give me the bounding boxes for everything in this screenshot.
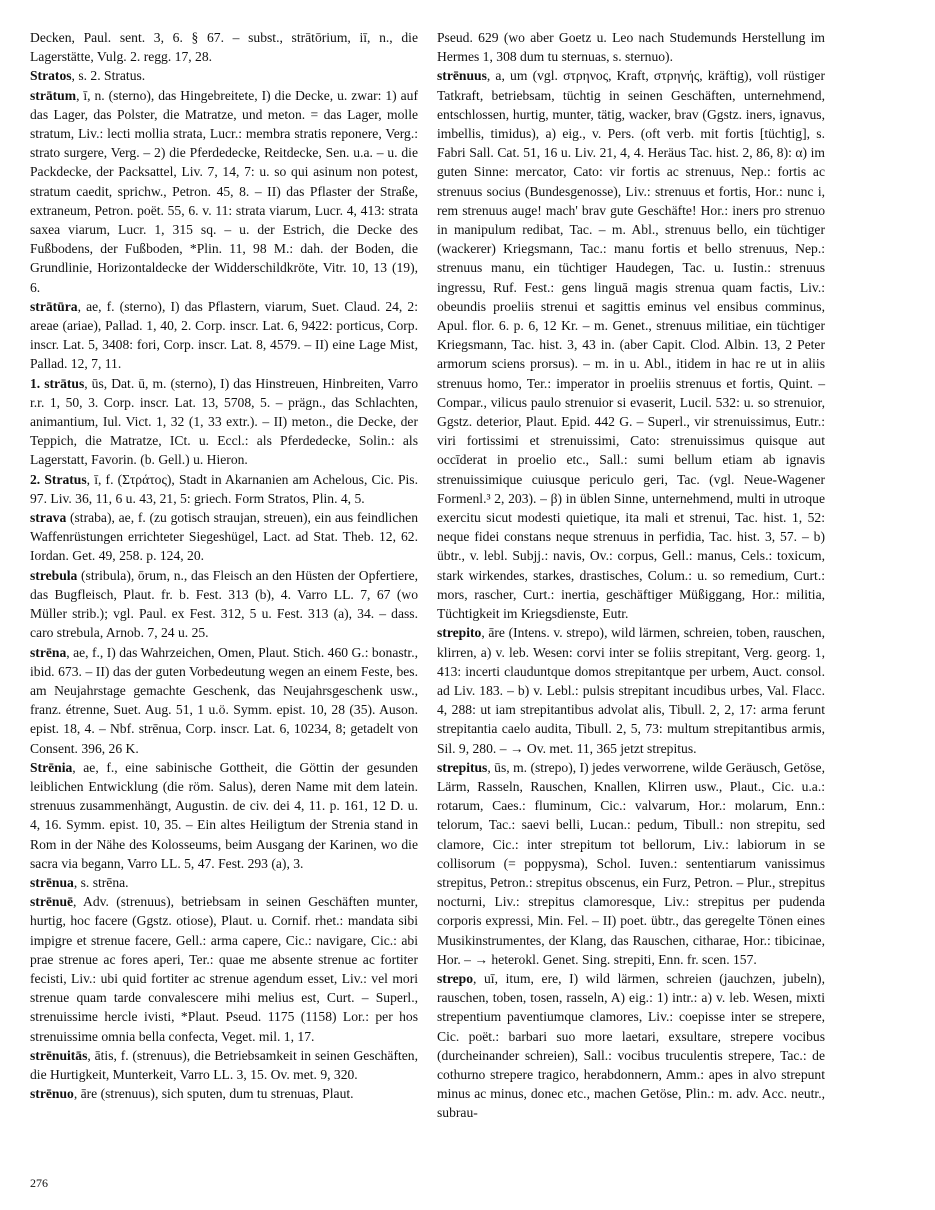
dictionary-entry: strepo, uī, itum, ere, I) wild lärmen, schreien (jauchzen, jubeln), rauschen, toben, tosen, rasseln, A) eig.: 1) intr.: a) v. leb. Wesen, mixti strepentium paventiumque clamores, Liv.: coepisse inter se strepere, Cic. poët.: barbari suo more laetari, exsultare, strepere vocibus (durcheinander schreien), Sall.: vocibus truculentis strepere, Tac.: de cothurno strepere tragico, herabdonnern, Amm.: apes in alvo strepunt minus ac minus, donec etc., machen Getöse, Plin.: m. adv. Acc. neutr., subrau- xyxy=(437,970,825,1121)
dictionary-entry: strebula (stribula), ōrum, n., das Fleisch an den Hüsten der Opfertiere, das Bugfleisch, Plaut. fr. b. Fest. 313 (b), 4. Varro LL. 7, 67 (wo Müller strib.); vgl. Paul. ex Fest. 312, 5 u. Fest. 313 (a), 34. – dass. caro strebula, Arnob. 7, 24 u. 25. xyxy=(30,567,418,641)
dictionary-entry: strēna, ae, f., I) das Wahrzeichen, Omen, Plaut. Stich. 460 G.: bonastr., ibid. 673. – II) das der guten Vorbedeutung wegen an einem Feste, bes. am Neujahrstage gemachte Geschenk, das Neujahrsgeschenk usw., franz. étrenne, Suet. Aug. 51, 1 u.ö. Symm. epist. 10, 28 (35). Auson. epist. 18, 4. – Nbf. strēnua, Corp. inscr. Lat. 6, 10234, 8; getadelt von Consent. 396, 26 K. xyxy=(30,644,418,756)
dictionary-entry: Decken, Paul. sent. 3, 6. § 67. – subst., strātōrium, iī, n., die Lagerstätte, Vulg. 2. regg. 17, 28. xyxy=(30,30,418,65)
dictionary-entry: strātum, ī, n. (sterno), das Hingebreitete, I) die Decke, u. zwar: 1) auf das Lager, das Polster, die Matratze, und meton. = das Lager, molle stratum, Liv.: lecti mollia strata, Lucr.: membra stratis reponere, Verg.: strato surgere, Verg. – 2) die Pferdedecke, Reitdecke, Sen. u.a. – u. die Packdecke, der Packsattel, Liv. 7, 14, 7: u. so qui asinum non potest, stratum caedit, sprichw., Petron. 45, 8. – II) das Pflaster der Straße, extraneum, Petron. poët. 55, 6. v. 11: strata viarum, Lucr. 4, 413: strata saxea viarum, Lucr. 1, 315 sq. – u. der Estrich, die Decke des Fußbodens, der Fußboden, *Plin. 11, 98 M.: dah. der Boden, die Grundlinie, Horizontaldecke der Widderschildkröte, Vitr. 10, 13 (19), 6. xyxy=(30,87,418,295)
dictionary-entry: strava (straba), ae, f. (zu gotisch straujan, streuen), ein aus feindlichen Waffenrüstungen errichteter Siegeshügel, Lact. ad Stat. Theb. 12, 62. Iordan. Get. 49, 258. p. 124, 20. xyxy=(30,510,418,564)
dictionary-entry: strātūra, ae, f. (sterno), I) das Pflastern, viarum, Suet. Claud. 24, 2: areae (ariae), Pallad. 1, 40, 2. Corp. inscr. Lat. 6, 9422: porticus, Corp. inscr. Lat. 5, 3408: fori, Corp. inscr. Lat. 8, 4579. – II) eine Lage Mist, Pallad. 12, 7, 11. xyxy=(30,298,418,372)
dictionary-entry: strēnua, s. strēna. xyxy=(30,874,129,890)
dictionary-entry: Pseud. 629 (wo aber Goetz u. Leo nach Studemunds Herstellung im Hermes 1, 308 dum tu sternuas, s. sternuo). xyxy=(437,30,825,65)
left-column xyxy=(30,28,418,1103)
dictionary-entry: strēnuus, a, um (vgl. στρηνος, Kraft, στρηνής, kräftig), voll rüstiger Tatkraft, betriebsam, tüchtig in seinen Geschäften, unternehmend, entschlossen, hurtig, munter, tätig, wacker, brav (Ggstz. iners, ignavus, imbellis, timidus), a) eig., v. Pers. (oft verb. mit fortis [tüchtig], s. Fabri Sall. Cat. 51, 16 u. Liv. 21, 4, 4. Heräus Tac. hist. 2, 86, 8): α) im guten Sinne: mercator, Cato: vir fortis ac strenuus, Nep.: fortis ac strenuus socius (Bundesgenosse), Liv.: strenuus et fortis, Hor.: nunc i, rem strenuus auge! mach' brav gute Geschäfte! Hor.: iners pro strenuo in manipulum redibat, Tac. – m. Abl., strenuus bello, ein tüchtiger (wackerer) Kriegsmann, Tac.: manu fortis et bello strenuus, Nep.: strenuus manu, ein tüchtiger Haudegen, Tac. u. Iustin.: strenuus ingressu, Ruf. Fest.: gens linguā magis strenua quam factis, Liv.: obeundis proeliis strenui et sagittis eminus vel ensibus comminus, Apul. flor. 6. p. 6, 12 Kr. – m. Genet., strenuus militiae, ein tüchtiger Kriegsmann, Tac. hist. 3, 43 in. (aber Capit. Clod. Albin. 13, 2 Peter armorum sciens prorsus). – m. in u. Abl., itidem in hac re ut in aliis strenuus homo, Ter.: imperator in proeliis strenuus et fortis, Quint. – Compar., vilicus paulo strenuior si evaserit, Lucil. 532: u. so strenuior, Ggstz. deterior, Plaut. Epid. 442 G. – Superl., vir strenuissimus, Eutr.: viri fortissimi et strenuissimi, Cato: strenuissimus quisque aut occīderat in proelio etc., Sall.: sumi bellum etiam ab ignavis strenuissimique cuiusque periculo geri, Tac. (vgl. Neue-Wagener Formenl.³ 2, 203). – β) in üblen Sinne, unternehmend, multi in utroque exercitu sicut modesti quietique, ita mali et strenui, Tac. hist. 1, 52: neque fidei constans neque strenuus in perfidia, Tac. hist. 3, 57. – b) übtr., v. lebl. Subjj.: navis, Ov.: corpus, Gell.: manus, Cels.: toxicum, stark wirkendes, starkes, drastisches, Colum.: u. so remedium, Curt.: mors, rascher, Curt.: inertia, geschäftiger Müßiggang, Hor.: militia, Tüchtigkeit im Kriegsdienste, Eutr. xyxy=(437,68,825,622)
dictionary-entry: strēnuē, Adv. (strenuus), betriebsam in seinen Geschäften munter, hurtig, hoc facere (Ggstz. otiose), Plaut. u. Cornif. rhet.: mandata sibi impigre et strenue facere, Gell.: arma capere, Cic.: navigare, Cic.: abi prae strenue ac fores aperi, Ter.: quae me absente strenue ac fortiter fecisti, Liv.: ubi quid fortiter ac strenue agendum esset, Liv.: vel mori strenue quam tarde convalescere mihi melius est, Curt. – Superl., strenuissime hercle ivisti, *Plaut. Pseud. 1175 (1158) Lor.: per hos strenuissime omnia bella confecta, Veget. mil. 1, 17. xyxy=(30,894,418,1044)
dictionary-entry: strēnuitās, ātis, f. (strenuus), die Betriebsamkeit in seinen Geschäften, die Hurtigkeit, Munterkeit, Varro LL. 3, 15. Ov. met. 9, 320. xyxy=(30,1047,418,1082)
dictionary-entry: strepitus, ūs, m. (strepo), I) jedes verworrene, wilde Geräusch, Getöse, Lärm, Rasseln, Rauschen, Knallen, Klirren usw., Plaut., Cic. u.a.: rotarum, Caes.: fluminum, Cic.: valvarum, Hor.: molarum, Enn.: telorum, Tac.: saevi belli, Lucan.: pedum, Tibull.: non strepitu, sed clamore, Cic.: inter strepitum tot bellorum, Liv.: labiorum in se collisorum (= poppysma), Schol. Iuven.: sententiarum vanissimus strepitus, Petron.: strepitus obscenus, ein Furz, Petron. – Plur., strepitus nocturni, Liv.: strepitus clamoresque, Liv.: strepitus per pudenda corporis expressi, Min. Fel. – II) poet. übtr., das geregelte Tönen eines Musikinstrumentes, der Klang, das Rauschen, citharae, Hor.: tibicinae, Hor. – → heterokl. Genet. Sing. strepiti, Enn. fr. scen. 157. xyxy=(437,759,825,967)
dictionary-entry: Strēnia, ae, f., eine sabinische Gottheit, die Göttin der gesunden leiblichen Entwicklung (die röm. Salus), deren Name mit dem latein. strenuus zusammenhängt, Augustin. de civ. dei 4, 11. p. 161, 12 D. u. 4, 16. Symm. epist. 10, 35. – Ein altes Heiligtum der Strenia stand in Rom in der Nähe des Kolosseums, beim Ausgang der Karinen, wo die sacra via begann, Varro LL. 5, 47. Fest. 293 (a), 3. xyxy=(30,759,418,871)
dictionary-entry: Stratos, s. 2. Stratus. xyxy=(30,68,146,84)
dictionary-entry: strēnuo, āre (strenuus), sich sputen, dum tu strenuas, Plaut. xyxy=(30,1086,354,1102)
dictionary-entry: 2. Stratus, ī, f. (Στράτος), Stadt in Akarnanien am Achelous, Cic. Pis. 97. Liv. 36, 11, 6 u. 43, 21, 5: griech. Form Stratos, Plin. 4, 5. xyxy=(30,471,418,506)
page-number: 276 xyxy=(30,1176,48,1190)
dictionary-entry: 1. strātus, ūs, Dat. ū, m. (sterno), I) das Hinstreuen, Hinbreiten, Varro r.r. 1, 50, 3. Corp. inscr. Lat. 13, 5708, 5. – prägn., das Schlachten, animantium, Iul. Vict. 1, 32 (1, 33 extr.). – II) meton., die Decke, der Teppich, die Matratze, ICt. u. Eccl.: als Pferdedecke, Solin.: als Lagerstatt, Favorin. (b. Gell.) u. Hieron. xyxy=(30,375,418,468)
right-column xyxy=(437,28,825,1123)
dictionary-entry: strepito, āre (Intens. v. strepo), wild lärmen, schreien, toben, rauschen, klirren, a) v. leb. Wesen: corvi inter se foliis strepitant, Verg. georg. 1, 413: incerti clauduntque domos strepitantque per urbem, Auct. consol. ad Liv. 183. – b) v. Lebl.: pulsis strepitant incudibus urbes, Val. Flacc. 4, 288: ut iam strepitantibus advolat alis, Tibull. 2, 2, 17: arma ferunt strepitantia caelo audita, Tibull. 2, 5, 73: multum strepitantibus armis, Sil. 9, 280. – → Ov. met. 11, 365 jetzt strepitus. xyxy=(437,625,825,756)
